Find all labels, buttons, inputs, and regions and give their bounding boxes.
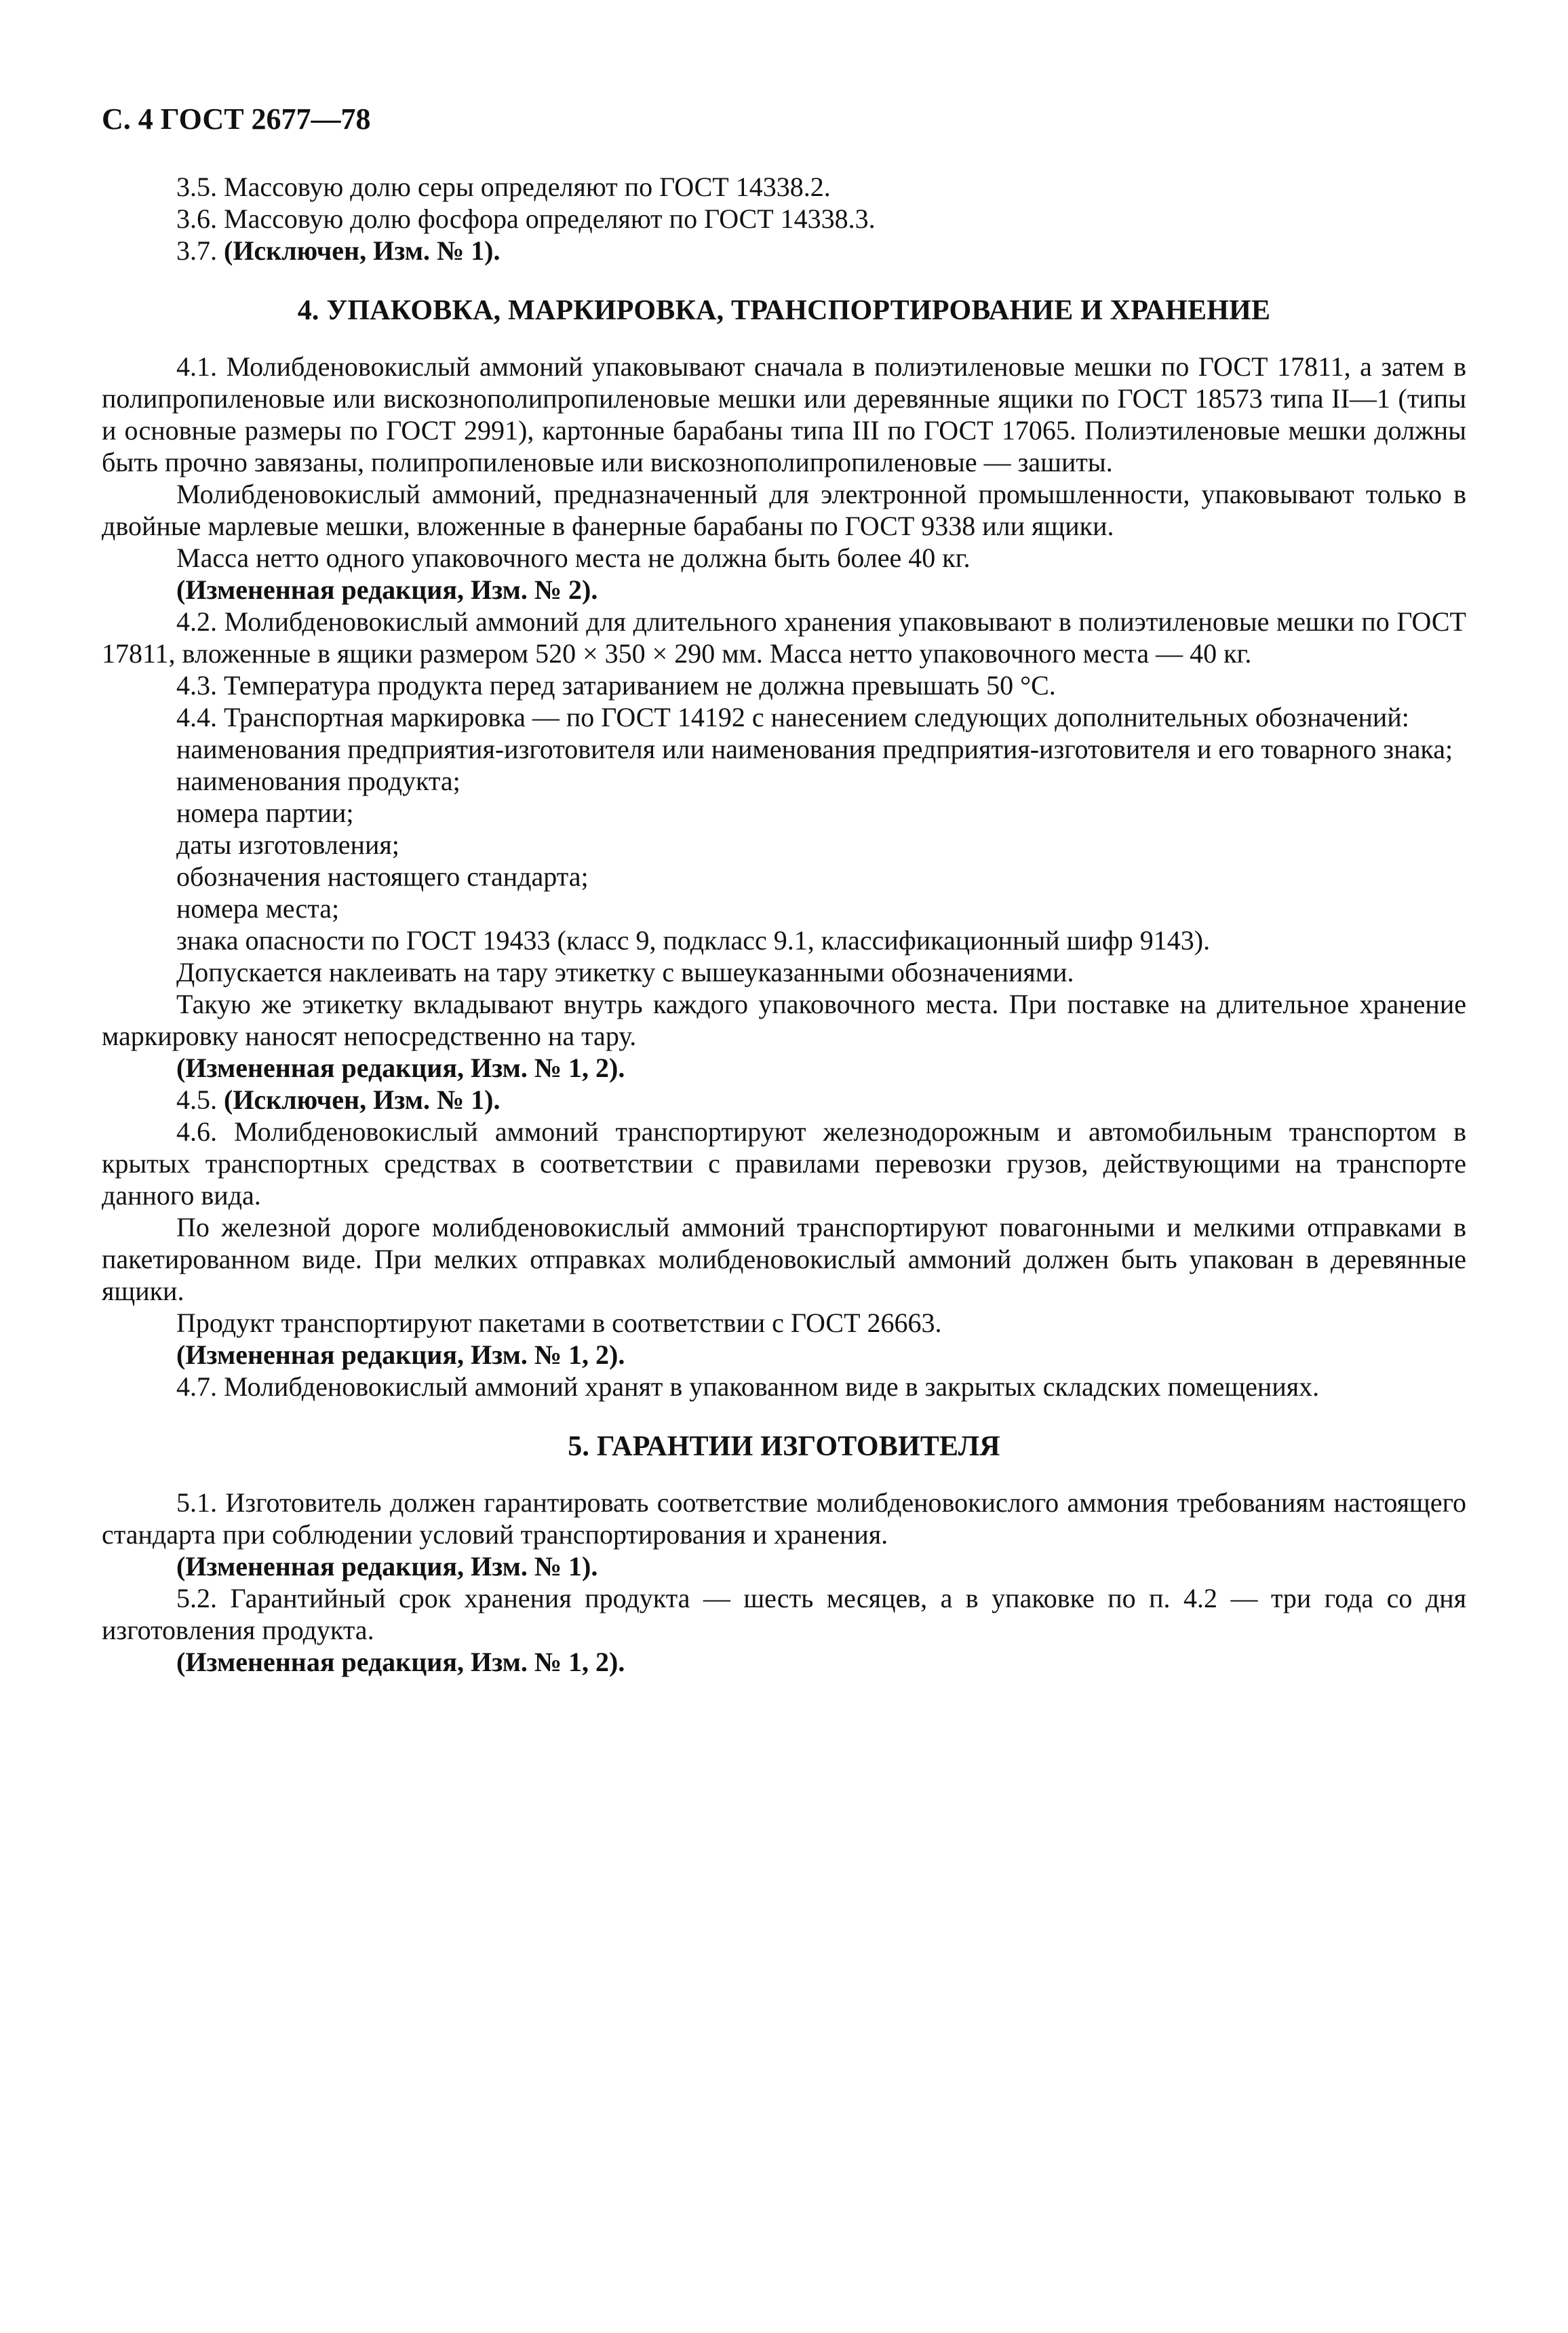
clause-text: Температура продукта перед затариванием не должна превышать 50 °С. bbox=[224, 670, 1056, 701]
running-head: С. 4 ГОСТ 2677—78 bbox=[102, 102, 371, 136]
amendment-note: (Измененная редакция, Изм. № 1). bbox=[176, 1551, 598, 1582]
clause-4-1-paragraph-3: Масса нетто одного упаковочного места не должна быть более 40 кг. bbox=[176, 543, 971, 573]
clause-text: Молибденовокислый аммоний хранят в упакованном виде в закрытых складских помещениях. bbox=[224, 1371, 1320, 1402]
clause-number: 4.6. bbox=[176, 1116, 217, 1147]
clause-4-6 bbox=[102, 1116, 1466, 1211]
amendment-note: (Измененная редакция, Изм. № 2). bbox=[176, 574, 598, 605]
clause-4-4-paragraph-2: Допускается наклеивать на тару этикетку с вышеуказанными обозначениями. bbox=[176, 957, 1074, 987]
clause-text: Изготовитель должен гарантировать соответствие молибденовокислого аммония требованиям настоящего стандарта при соблюдении условий транспортирования и хранения. bbox=[102, 1487, 1467, 1550]
clause-text: Массовую долю фосфора определяют по ГОСТ 14338.3. bbox=[224, 203, 876, 234]
clause-number: 4.5. bbox=[176, 1084, 217, 1115]
section-4-title: 4. УПАКОВКА, МАРКИРОВКА, ТРАНСПОРТИРОВАНИЕ И ХРАНЕНИЕ bbox=[297, 295, 1271, 326]
clause-text: (Исключен, Изм. № 1). bbox=[224, 235, 501, 266]
clause-text: (Исключен, Изм. № 1). bbox=[224, 1084, 501, 1115]
list-item: знака опасности по ГОСТ 19433 (класс 9, подкласс 9.1, классификационный шифр 9143). bbox=[176, 925, 1211, 956]
list-item: наименования предприятия-изготовителя или наименования предприятия-изготовителя и его товарного знака; bbox=[176, 734, 1453, 764]
clause-4-3 bbox=[102, 669, 1466, 701]
clause-text: Транспортная маркировка — по ГОСТ 14192 с нанесением следующих дополнительных обозначений: bbox=[224, 702, 1409, 732]
clause-text: Массовую долю серы определяют по ГОСТ 14338.2. bbox=[224, 172, 831, 202]
list-item: номера партии; bbox=[176, 798, 354, 828]
clause-4-1 bbox=[102, 351, 1466, 478]
section-5-title: 5. ГАРАНТИИ ИЗГОТОВИТЕЛЯ bbox=[568, 1431, 1000, 1462]
list-item: номера места; bbox=[176, 893, 340, 924]
clause-number: 4.7. bbox=[176, 1371, 217, 1402]
list-item: даты изготовления; bbox=[176, 829, 399, 860]
clause-3-6 bbox=[102, 203, 1466, 235]
clause-text: Гарантийный срок хранения продукта — шесть месяцев, а в упаковке по п. 4.2 — три года со дня изготовления продукта. bbox=[102, 1583, 1466, 1645]
document-body bbox=[102, 171, 1466, 1678]
clause-number: 4.3. bbox=[176, 670, 217, 701]
clause-number: 4.4. bbox=[176, 702, 217, 732]
clause-4-7 bbox=[102, 1371, 1466, 1403]
clause-4-6-paragraph-3: Продукт транспортируют пакетами в соответствии с ГОСТ 26663. bbox=[176, 1308, 942, 1338]
clause-4-5 bbox=[102, 1084, 1466, 1116]
clause-number: 3.5. bbox=[176, 172, 217, 202]
clause-5-1 bbox=[102, 1487, 1466, 1550]
clause-3-5 bbox=[102, 171, 1466, 203]
list-item: обозначения настоящего стандарта; bbox=[176, 861, 589, 892]
clause-number: 3.6. bbox=[176, 203, 217, 234]
amendment-note: (Измененная редакция, Изм. № 1, 2). bbox=[176, 1647, 625, 1677]
clause-4-1-paragraph-2: Молибденовокислый аммоний, предназначенный для электронной промышленности, упаковывают только в двойные марлевые мешки, вложенные в фанерные барабаны по ГОСТ 9338 или ящики. bbox=[102, 479, 1466, 541]
clause-number: 4.2. bbox=[176, 606, 217, 637]
clause-text: Молибденовокислый аммоний для длительного хранения упаковывают в полиэтиленовые мешки по ГОСТ 17811, вложенные в ящики размером 520 × 350 × 290 мм. Масса нетто упаковочного места — 40 кг. bbox=[102, 606, 1466, 669]
clause-text: Молибденовокислый аммоний транспортируют железнодорожным и автомобильным транспортом в крытых транспортных средствах в соответствии с правилами перевозки грузов, действующими на транспорте данного вида. bbox=[102, 1116, 1466, 1211]
clause-3-7 bbox=[102, 235, 1466, 267]
clause-number: 5.1. bbox=[176, 1487, 217, 1518]
clause-5-2 bbox=[102, 1582, 1466, 1646]
amendment-note: (Измененная редакция, Изм. № 1, 2). bbox=[176, 1339, 625, 1370]
list-item: наименования продукта; bbox=[176, 766, 460, 796]
clause-4-4 bbox=[102, 701, 1466, 733]
clause-number: 5.2. bbox=[176, 1583, 217, 1613]
clause-4-4-paragraph-3: Такую же этикетку вкладывают внутрь каждого упаковочного места. При поставке на длительное хранение маркировку наносят непосредственно на тару. bbox=[102, 989, 1466, 1051]
clause-number: 4.1. bbox=[176, 351, 217, 382]
amendment-note: (Измененная редакция, Изм. № 1, 2). bbox=[176, 1053, 625, 1083]
clause-number: 3.7. bbox=[176, 235, 217, 266]
clause-text: Молибденовокислый аммоний упаковывают сначала в полиэтиленовые мешки по ГОСТ 17811, а затем в полипропиленовые или вискознополипропиленовые мешки или деревянные ящики по ГОСТ 18573 типа II—1 (типы и основные размеры по ГОСТ 2991), картонные барабаны типа III по ГОСТ 17065. Полиэтиленовые мешки должны быть прочно завязаны, полипропиленовые или вискознополипропиленовые — зашиты. bbox=[102, 351, 1467, 477]
clause-4-2 bbox=[102, 606, 1466, 669]
clause-4-6-paragraph-2: По железной дороге молибденовокислый аммоний транспортируют повагонными и мелкими отправками в пакетированном виде. При мелких отправках молибденовокислый аммоний должен быть упакован в деревянные ящики. bbox=[102, 1212, 1466, 1306]
